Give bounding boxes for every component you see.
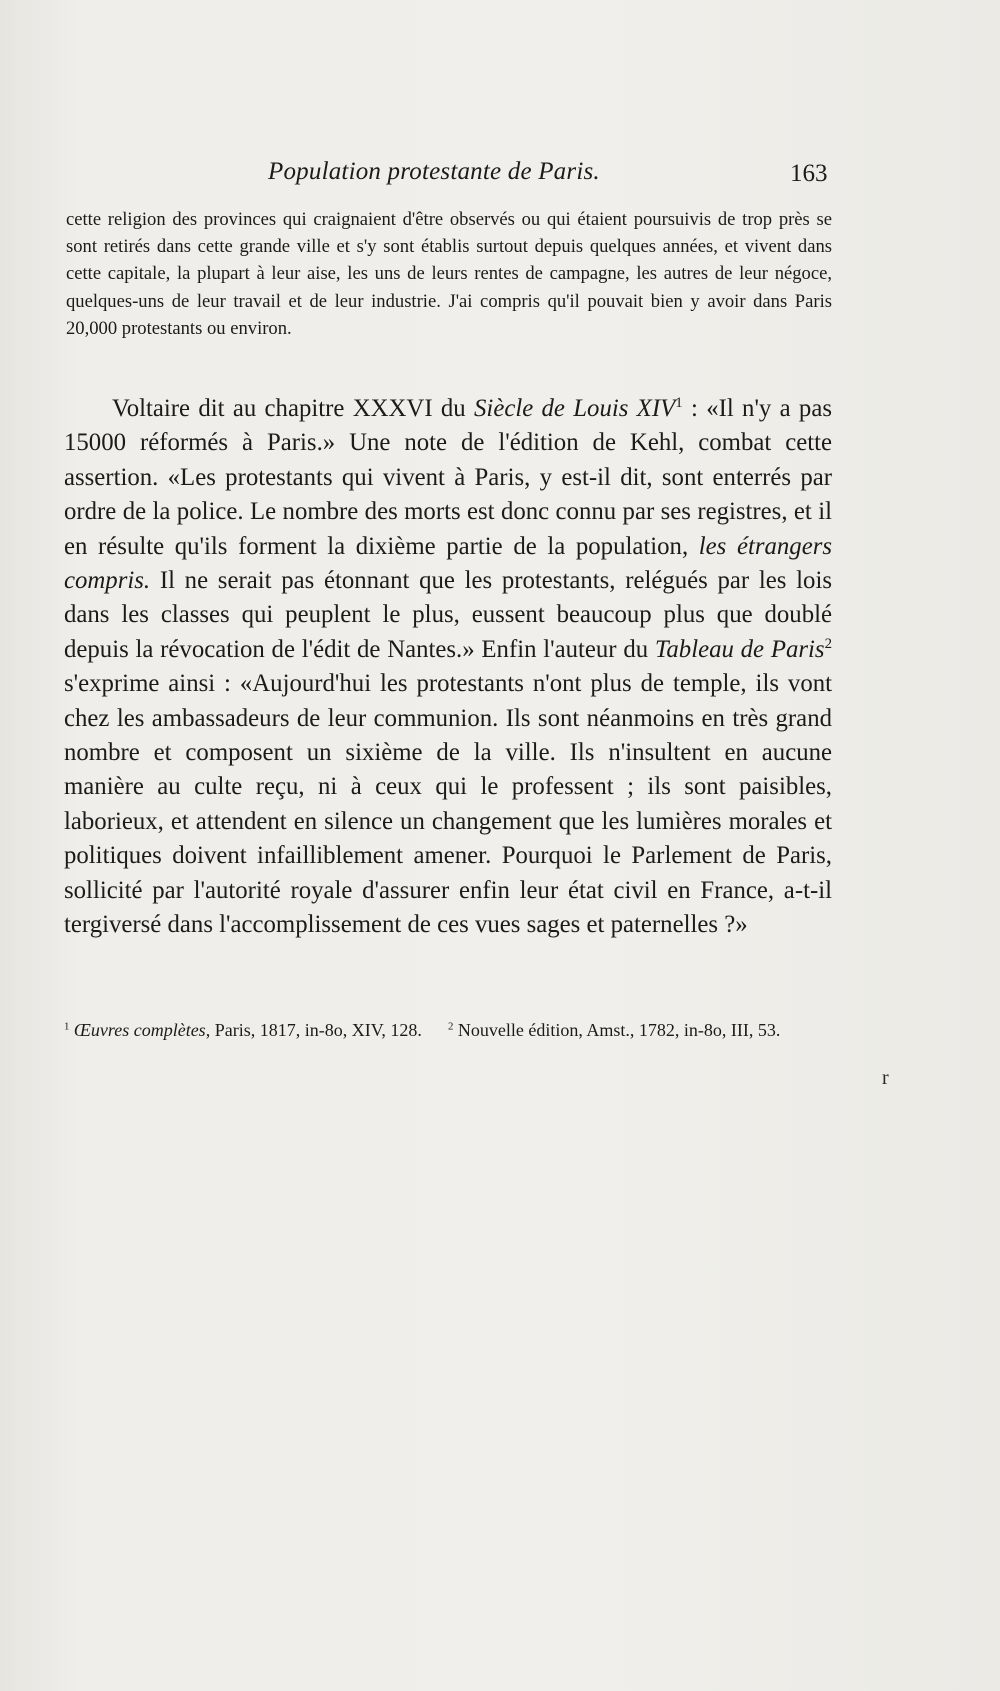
emphasis-etrangers: les étrangers compris. bbox=[64, 532, 833, 595]
footnote-2-number: 2 bbox=[448, 1020, 454, 1033]
small-text-paragraph: cette religion des provinces qui craignaient d'être observés ou qui étaient poursuivis de trop près se sont retirés dans cette grande ville et s'y sont établis surtout depuis quelques années, et vivent dans cette capitale, la plupart à leur aise, les uns de leurs rentes de campagne, les autres de leur négoce, quelques-uns de leur travail et de leur industrie. J'ai compris qu'il pouvait bien y avoir dans Paris 20,000 protestants ou environ. bbox=[66, 209, 832, 339]
book-title-tableau: Tableau de Paris bbox=[654, 635, 825, 663]
footnote-ref-2: 2 bbox=[824, 635, 832, 652]
footnote-1-title: Œuvres complètes bbox=[73, 1020, 206, 1040]
main-text-run: Voltaire dit au chapitre XXXVI du bbox=[112, 395, 475, 422]
footnote-2-text: Nouvelle édition, Amst., 1782, in-8o, III, 53. bbox=[457, 1020, 781, 1040]
main-text-run: : «Il n'y a pas 15000 réformés à Paris.» Une note de l'édition de Kehl, combat cette assertion. «Les protestants qui vivent à Paris, y est-il dit, sont enterrés par ordre de la police. Le nombre des morts est donc connu par ses registres, et il en résulte qu'ils forment la dixième partie de la population, bbox=[64, 395, 832, 560]
main-paragraph bbox=[64, 392, 832, 943]
main-text-run: Il ne serait pas étonnant que les protestants, relégués par les lois dans les classes qui peuplent le plus, eussent beaucoup plus que doublé depuis la révocation de l'édit de Nantes.» Enfin l'auteur du bbox=[64, 567, 832, 663]
page-header bbox=[0, 158, 1000, 198]
footnote-2 bbox=[448, 1018, 832, 1042]
footnote-1-text: , Paris, 1817, in-8o, XIV, 128. bbox=[205, 1020, 422, 1040]
main-text bbox=[64, 392, 832, 943]
footnote-1 bbox=[64, 1018, 448, 1042]
footnote-ref-1: 1 bbox=[675, 395, 683, 412]
margin-mark: r bbox=[882, 1067, 889, 1089]
main-text-run: s'exprime ainsi : «Aujourd'hui les protestants n'ont plus de temple, ils vont chez les ambassadeurs de leur communion. Ils sont néanmoins en très grand nombre et composent un sixième de la ville. Ils n'insultent en aucune manière au culte reçu, ni à ceux qui le professent ; ils sont paisibles, laborieux, et attendent en silence un changement que les lumières morales et politiques doivent infailliblement amener. Pourquoi le Parlement de Paris, sollicité par l'autorité royale d'assurer enfin leur état civil en France, a-t-il tergiversé dans l'accomplissement de ces vues sages et paternelles ?» bbox=[64, 670, 832, 939]
book-title-siecle: Siècle de Louis XIV bbox=[474, 395, 676, 422]
page-number: 163 bbox=[790, 160, 828, 187]
footnote-1-number: 1 bbox=[64, 1020, 70, 1033]
quoted-small-text bbox=[66, 206, 832, 342]
running-title: Population protestante de Paris. bbox=[268, 158, 600, 185]
footnotes bbox=[64, 1018, 832, 1042]
